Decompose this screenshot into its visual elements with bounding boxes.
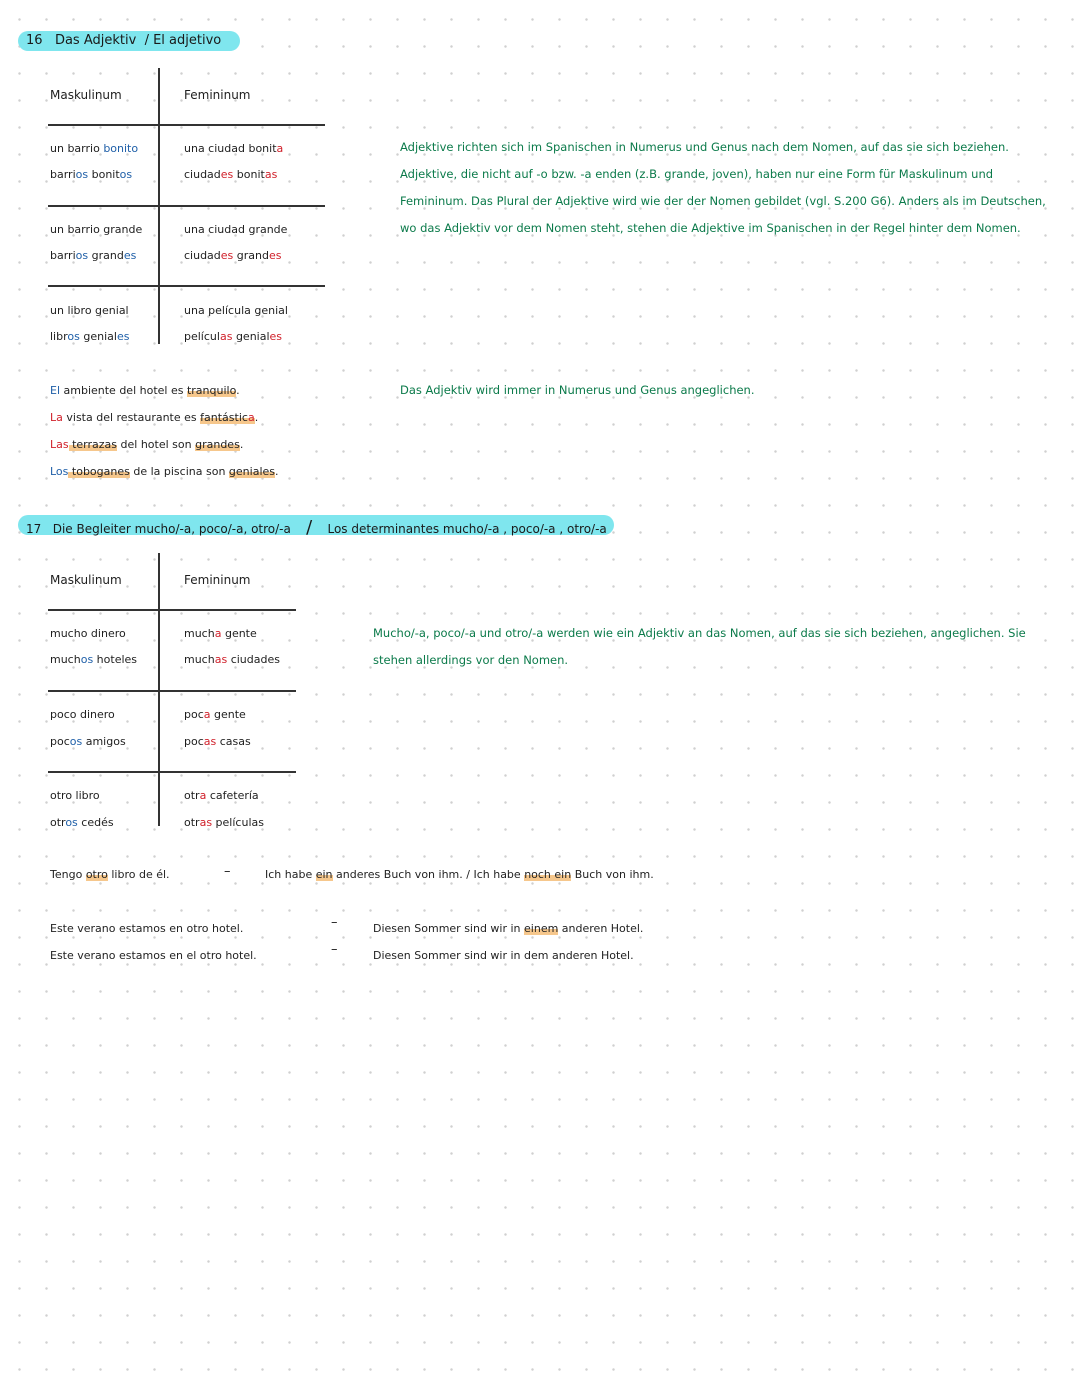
table-cell: una película genial [184, 304, 288, 317]
example-sentence: La vista del restaurante es fantástica. [50, 411, 259, 424]
table-cell: barrios bonitos [50, 168, 133, 181]
table-cell: poca gente [184, 708, 246, 721]
table-cell: un barrio grande [50, 223, 143, 236]
section-number: 17 [26, 522, 42, 536]
title-es: Los determinantes mucho/-a , poco/-a , otro/-a [327, 522, 607, 536]
section-17-heading [26, 517, 607, 538]
table-cell: barrios grandes [50, 249, 137, 262]
table-cell: mucho dinero [50, 627, 126, 640]
dash: – [331, 915, 338, 930]
table-cell: otra cafetería [184, 789, 259, 802]
title-slash: / [144, 33, 149, 48]
table-cell: libros geniales [50, 330, 130, 343]
col-header-masculine: Maskulinum [50, 88, 122, 102]
example-sentence-de: Ich habe ein anderes Buch von ihm. / Ich habe noch ein Buch von ihm. [265, 868, 654, 881]
table-cell: películas geniales [184, 330, 283, 343]
example-sentence-de: Diesen Sommer sind wir in dem anderen Hotel. [373, 949, 634, 962]
table-cell: un barrio bonito [50, 142, 139, 155]
title-slash: / [306, 517, 313, 538]
example-sentence: Las terrazas del hotel son grandes. [50, 438, 244, 451]
table-cell: otros cedés [50, 816, 114, 829]
table-cell: otro libro [50, 789, 100, 802]
table-cell: ciudades grandes [184, 249, 282, 262]
table-cell: muchas ciudades [184, 653, 280, 666]
table-cell: una ciudad bonita [184, 142, 284, 155]
col-header-feminine: Femininum [184, 88, 251, 102]
explanation-adjective: Adjektive richten sich im Spanischen in Numerus und Genus nach dem Nomen, auf das sie sich beziehen. Adjektive, die nicht auf -o bzw. -a enden (z.B. grande, joven), haben nur eine Form für Maskulinum und Femininum. Das Plural der Adjektive wird wie der der Nomen gebildet (vgl. S.200 G6). Anders als im Deutschen, wo das Adjektiv vor dem Nomen steht, stehen die Adjektive im Spanischen in der Regel hinter dem Nomen. [400, 140, 1046, 235]
example-sentence-es: Este verano estamos en el otro hotel. [50, 949, 257, 962]
explanation-determiners: Mucho/-a, poco/-a und otro/-a werden wie ein Adjektiv an das Nomen, auf das sie sich beziehen, angeglichen. Sie stehen allerdings vor den Nomen. [373, 626, 1026, 667]
col-header-masculine: Maskulinum [50, 573, 122, 587]
table-cell: un libro genial [50, 304, 129, 317]
example-sentence: El ambiente del hotel es tranquilo. [50, 384, 240, 397]
rule-adjective-agreement: Das Adjektiv wird immer in Numerus und Genus angeglichen. [400, 383, 755, 397]
col-header-feminine: Femininum [184, 573, 251, 587]
table-cell: ciudades bonitas [184, 168, 278, 181]
section-16-heading [26, 33, 221, 48]
example-sentence-es: Este verano estamos en otro hotel. [50, 922, 244, 935]
example-sentence-de: Diesen Sommer sind wir in einem anderen Hotel. [373, 922, 644, 935]
table-cell: pocos amigos [50, 735, 126, 748]
dash: – [224, 864, 231, 879]
example-sentence: Los toboganes de la piscina son geniales. [50, 465, 279, 478]
table-cell: otras películas [184, 816, 264, 829]
title-de: Das Adjektiv [54, 33, 137, 48]
table-cell: mucha gente [184, 627, 257, 640]
dash: – [331, 942, 338, 957]
table-cell: poco dinero [50, 708, 115, 721]
title-es: El adjetivo [153, 33, 222, 48]
example-sentence-es: Tengo otro libro de él. [50, 868, 170, 881]
table-cell: pocas casas [184, 735, 251, 748]
table-cell: una ciudad grande [184, 223, 288, 236]
table-cell: muchos hoteles [50, 653, 138, 666]
title-de: Die Begleiter mucho/-a, poco/-a, otro/-a [52, 522, 291, 536]
section-number: 16 [26, 33, 43, 48]
